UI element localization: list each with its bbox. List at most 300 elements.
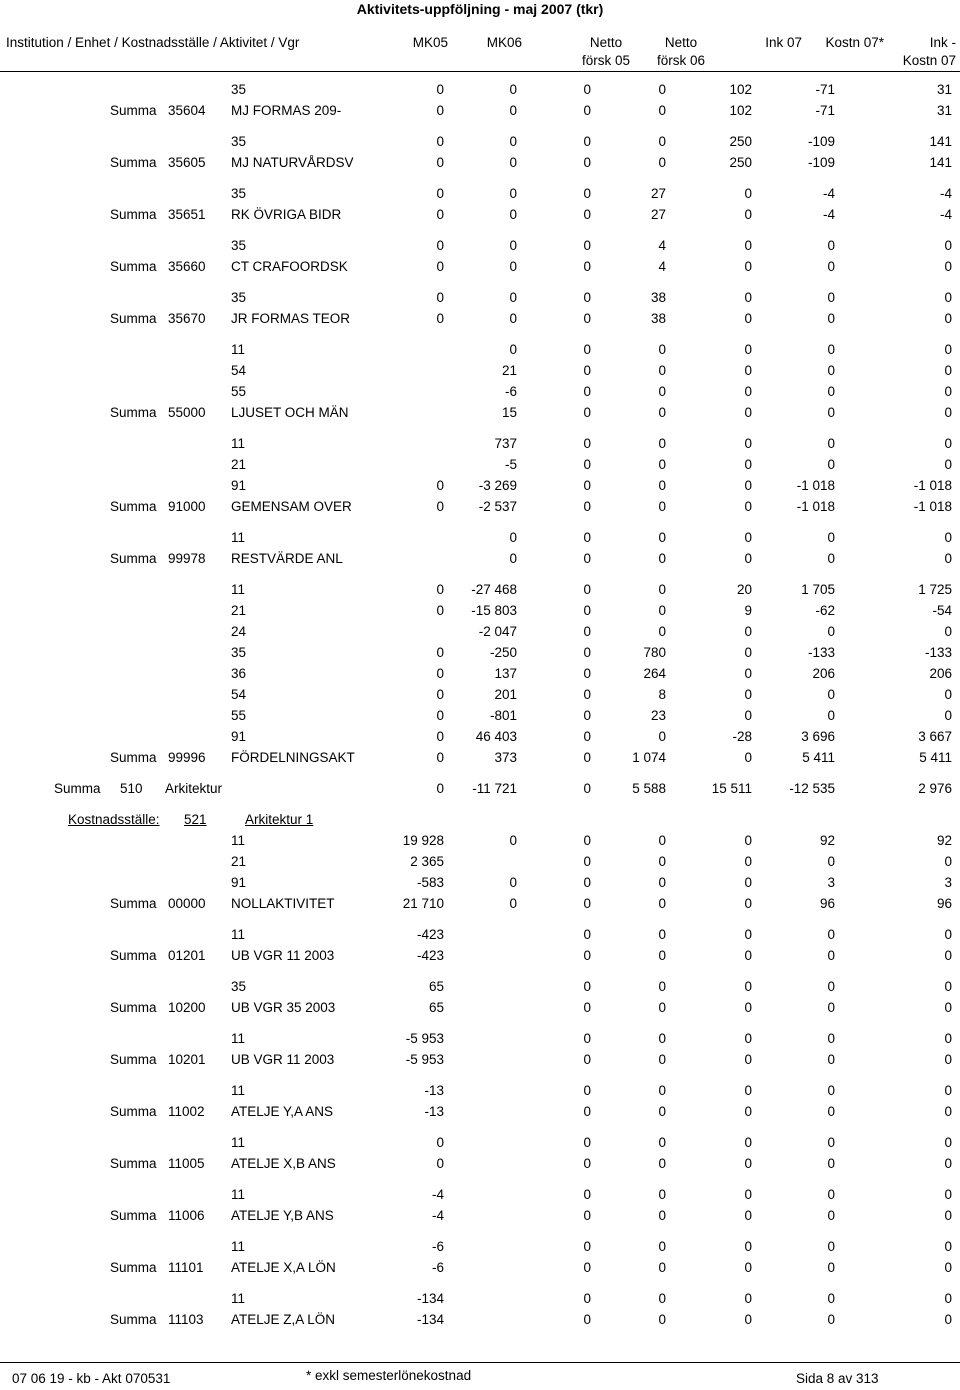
result-value: 0 bbox=[944, 948, 952, 963]
netto06-value: 4 bbox=[658, 259, 666, 274]
kostn07-value: 0 bbox=[827, 624, 835, 639]
kostn07-value: 0 bbox=[827, 927, 835, 942]
ink07-value: 20 bbox=[736, 582, 752, 597]
result-value: 5 411 bbox=[919, 750, 952, 765]
netto05-value: 0 bbox=[583, 551, 591, 566]
netto06-value: 0 bbox=[658, 582, 666, 597]
mk05-value: 0 bbox=[436, 155, 444, 170]
netto06-value: 0 bbox=[658, 927, 666, 942]
sum-label: Summa bbox=[110, 1260, 157, 1275]
vgr-code: 35 bbox=[231, 238, 247, 253]
vgr-row bbox=[0, 853, 960, 871]
mk05-value: 0 bbox=[436, 259, 444, 274]
activity-code: 00000 bbox=[168, 896, 206, 911]
mk06-value: 0 bbox=[509, 342, 517, 357]
result-value: 206 bbox=[929, 666, 952, 681]
vgr-code: 35 bbox=[231, 134, 247, 149]
sum-label: Summa bbox=[110, 405, 157, 420]
netto06-value: 0 bbox=[658, 478, 666, 493]
kostn07-value: -1 018 bbox=[796, 499, 835, 514]
mk05-value: 0 bbox=[436, 478, 444, 493]
activity-sum-row bbox=[0, 1311, 960, 1329]
ink07-value: 0 bbox=[744, 1312, 752, 1327]
result-value: 0 bbox=[944, 405, 952, 420]
activity-code: 35670 bbox=[168, 311, 206, 326]
vgr-row bbox=[0, 185, 960, 203]
cost-center-label: Kostnadsställe: bbox=[68, 812, 160, 827]
vgr-row bbox=[0, 1238, 960, 1256]
netto05-value: 0 bbox=[583, 603, 591, 618]
netto06-value: 0 bbox=[658, 384, 666, 399]
netto05-value: 0 bbox=[583, 1104, 591, 1119]
page-footer bbox=[0, 1362, 960, 1390]
mk06-value: 0 bbox=[509, 82, 517, 97]
activity-sum-row bbox=[0, 1259, 960, 1277]
vgr-code: 21 bbox=[231, 854, 247, 869]
mk05-value: 0 bbox=[436, 238, 444, 253]
total-label: Summa bbox=[54, 781, 101, 796]
kostn07-value: 0 bbox=[827, 259, 835, 274]
result-value: 3 667 bbox=[918, 729, 952, 744]
vgr-code: 21 bbox=[231, 457, 247, 472]
netto06-value: 0 bbox=[658, 1208, 666, 1223]
vgr-code: 55 bbox=[231, 708, 247, 723]
mk05-value: -423 bbox=[416, 948, 444, 963]
sum-label: Summa bbox=[110, 1156, 157, 1171]
netto05-value: 0 bbox=[583, 259, 591, 274]
netto06-value: 0 bbox=[658, 1291, 666, 1306]
netto05-value: 0 bbox=[583, 1135, 591, 1150]
ink07-value: 0 bbox=[744, 624, 752, 639]
netto06-value: 0 bbox=[658, 155, 666, 170]
mk06-value: -5 bbox=[504, 457, 517, 472]
footer-report-id: 07 06 19 - kb - Akt 070531 bbox=[12, 1371, 171, 1386]
netto05-value: 0 bbox=[583, 645, 591, 660]
header-ink-minus-kostn bbox=[903, 34, 956, 70]
netto06-value: 780 bbox=[643, 645, 666, 660]
netto06-value: 4 bbox=[658, 238, 666, 253]
vgr-code: 11 bbox=[231, 436, 246, 451]
kostn07-value: 0 bbox=[827, 1083, 835, 1098]
result-value: 0 bbox=[944, 384, 952, 399]
result-value: 0 bbox=[944, 1260, 952, 1275]
activity-sum-row bbox=[0, 895, 960, 913]
kostn07-value: 0 bbox=[827, 363, 835, 378]
result-value: 0 bbox=[944, 708, 952, 723]
activity-sum-row bbox=[0, 498, 960, 516]
cost-center-name: Arkitektur 1 bbox=[245, 812, 314, 827]
netto06-value: 0 bbox=[658, 875, 666, 890]
netto05-value: 0 bbox=[583, 582, 591, 597]
netto05-value: 0 bbox=[583, 478, 591, 493]
mk06-value: 737 bbox=[494, 436, 517, 451]
netto06-value: 0 bbox=[658, 134, 666, 149]
netto06-value: 0 bbox=[658, 1312, 666, 1327]
netto05-value: 0 bbox=[583, 729, 591, 744]
mk06-value: 0 bbox=[509, 311, 517, 326]
netto05-value: 0 bbox=[583, 687, 591, 702]
netto05-value: 0 bbox=[583, 436, 591, 451]
kostn07-value: -12 535 bbox=[789, 781, 835, 796]
kostn07-value: 0 bbox=[827, 1031, 835, 1046]
activity-name: CT CRAFOORDSK bbox=[231, 259, 348, 274]
ink07-value: 0 bbox=[744, 645, 752, 660]
netto05-value: 0 bbox=[583, 1052, 591, 1067]
activity-code: 35651 bbox=[168, 207, 206, 222]
vgr-row bbox=[0, 623, 960, 641]
result-value: 0 bbox=[944, 259, 952, 274]
mk05-value: 0 bbox=[436, 666, 444, 681]
mk05-value: -134 bbox=[416, 1291, 444, 1306]
activity-name: RESTVÄRDE ANL bbox=[231, 551, 343, 566]
ink07-value: 0 bbox=[744, 551, 752, 566]
vgr-row bbox=[0, 644, 960, 662]
mk06-value: -6 bbox=[504, 384, 517, 399]
result-value: 0 bbox=[944, 1156, 952, 1171]
netto06-value: 0 bbox=[658, 551, 666, 566]
netto06-value: 0 bbox=[658, 979, 666, 994]
activity-name: FÖRDELNINGSAKT bbox=[231, 750, 355, 765]
netto05-value: 0 bbox=[583, 854, 591, 869]
ink07-value: 0 bbox=[744, 1260, 752, 1275]
ink07-value: 0 bbox=[744, 927, 752, 942]
kostn07-value: 0 bbox=[827, 1156, 835, 1171]
mk05-value: 0 bbox=[436, 603, 444, 618]
mk05-value: 0 bbox=[436, 781, 444, 796]
ink07-value: 250 bbox=[729, 134, 752, 149]
netto05-value: 0 bbox=[583, 311, 591, 326]
result-value: 0 bbox=[944, 238, 952, 253]
activity-sum-row bbox=[0, 550, 960, 568]
ink07-value: 0 bbox=[744, 499, 752, 514]
kostn07-value: 0 bbox=[827, 854, 835, 869]
activity-sum-row bbox=[0, 404, 960, 422]
activity-name: LJUSET OCH MÄN bbox=[231, 405, 349, 420]
ink07-value: 0 bbox=[744, 875, 752, 890]
ink07-value: 0 bbox=[744, 1000, 752, 1015]
mk05-value: 0 bbox=[436, 290, 444, 305]
netto06-value: 0 bbox=[658, 405, 666, 420]
vgr-code: 11 bbox=[231, 1239, 246, 1254]
kostn07-value: -71 bbox=[815, 103, 835, 118]
mk06-value: 201 bbox=[494, 687, 517, 702]
netto05-value: 0 bbox=[583, 1208, 591, 1223]
vgr-code: 35 bbox=[231, 645, 247, 660]
result-value: 0 bbox=[944, 1239, 952, 1254]
activity-sum-row bbox=[0, 102, 960, 120]
report-title: Aktivitets-uppföljning - maj 2007 (tkr) bbox=[356, 1, 604, 17]
mk05-value: -5 953 bbox=[405, 1052, 444, 1067]
mk06-value: 21 bbox=[501, 363, 517, 378]
vgr-row bbox=[0, 529, 960, 547]
vgr-row bbox=[0, 1082, 960, 1100]
ink07-value: 0 bbox=[744, 405, 752, 420]
netto05-value: 0 bbox=[583, 1239, 591, 1254]
vgr-code: 35 bbox=[231, 290, 247, 305]
column-header bbox=[0, 31, 960, 72]
sum-label: Summa bbox=[110, 1000, 157, 1015]
netto05-value: 0 bbox=[583, 927, 591, 942]
header-mk06: MK06 bbox=[486, 35, 522, 50]
mk05-value: 65 bbox=[428, 1000, 444, 1015]
kostn07-value: 0 bbox=[827, 708, 835, 723]
activity-name: ATELJE Y,B ANS bbox=[231, 1208, 334, 1223]
activity-code: 11103 bbox=[168, 1312, 204, 1327]
netto05-value: 0 bbox=[583, 1187, 591, 1202]
vgr-code: 35 bbox=[231, 186, 247, 201]
netto06-value: 0 bbox=[658, 1260, 666, 1275]
netto06-value: 0 bbox=[658, 436, 666, 451]
mk06-value: 0 bbox=[509, 551, 517, 566]
result-value: 0 bbox=[944, 1052, 952, 1067]
ink07-value: 0 bbox=[744, 708, 752, 723]
sum-label: Summa bbox=[110, 750, 157, 765]
kostn07-value: 0 bbox=[827, 342, 835, 357]
ink07-value: 0 bbox=[744, 979, 752, 994]
result-value: 0 bbox=[944, 1291, 952, 1306]
ink07-value: 250 bbox=[729, 155, 752, 170]
sum-label: Summa bbox=[110, 1208, 157, 1223]
kostn07-value: 3 bbox=[827, 875, 835, 890]
vgr-code: 11 bbox=[231, 342, 246, 357]
activity-name: ATELJE Y,A ANS bbox=[231, 1104, 334, 1119]
mk05-value: 0 bbox=[436, 582, 444, 597]
activity-code: 10201 bbox=[168, 1052, 206, 1067]
vgr-code: 54 bbox=[231, 687, 247, 702]
sum-label: Summa bbox=[110, 311, 157, 326]
mk05-value: -583 bbox=[416, 875, 444, 890]
vgr-code: 35 bbox=[231, 979, 247, 994]
result-value: 0 bbox=[944, 551, 952, 566]
activity-sum-row bbox=[0, 1207, 960, 1225]
kostn07-value: 0 bbox=[827, 948, 835, 963]
kostn07-value: 0 bbox=[827, 290, 835, 305]
mk06-value: 0 bbox=[509, 875, 517, 890]
netto05-value: 0 bbox=[583, 1156, 591, 1171]
result-value: -4 bbox=[939, 186, 952, 201]
netto05-value: 0 bbox=[583, 666, 591, 681]
netto05-value: 0 bbox=[583, 186, 591, 201]
mk06-value: -2 537 bbox=[478, 499, 517, 514]
vgr-code: 91 bbox=[231, 875, 247, 890]
netto06-value: 0 bbox=[658, 854, 666, 869]
mk05-value: 21 710 bbox=[402, 896, 444, 911]
mk06-value: 0 bbox=[509, 103, 517, 118]
activity-code: 01201 bbox=[168, 948, 206, 963]
activity-name: GEMENSAM OVER bbox=[231, 499, 352, 514]
vgr-row bbox=[0, 602, 960, 620]
kostn07-value: 0 bbox=[827, 405, 835, 420]
ink07-value: 0 bbox=[744, 948, 752, 963]
vgr-row bbox=[0, 874, 960, 892]
netto06-value: 23 bbox=[650, 708, 666, 723]
mk06-value: 0 bbox=[509, 238, 517, 253]
activity-name: RK ÖVRIGA BIDR bbox=[231, 207, 342, 222]
vgr-row bbox=[0, 728, 960, 746]
header-ink-minus-line2: Kostn 07 bbox=[902, 53, 956, 68]
ink07-value: 0 bbox=[744, 750, 752, 765]
activity-code: 11101 bbox=[168, 1260, 204, 1275]
kostn07-value: 206 bbox=[812, 666, 835, 681]
activity-code: 35660 bbox=[168, 259, 206, 274]
result-value: 0 bbox=[944, 854, 952, 869]
kostn07-value: 0 bbox=[827, 457, 835, 472]
kostn07-value: 0 bbox=[827, 979, 835, 994]
ink07-value: 0 bbox=[744, 666, 752, 681]
institution-name: Arkitektur bbox=[165, 781, 223, 796]
ink07-value: 0 bbox=[744, 457, 752, 472]
vgr-code: 11 bbox=[231, 1187, 246, 1202]
vgr-row bbox=[0, 237, 960, 255]
vgr-row bbox=[0, 1186, 960, 1204]
vgr-row bbox=[0, 362, 960, 380]
vgr-code: 91 bbox=[231, 478, 247, 493]
kostn07-value: -133 bbox=[807, 645, 835, 660]
activity-name: ATELJE X,A LÖN bbox=[231, 1260, 336, 1275]
result-value: 0 bbox=[944, 1104, 952, 1119]
activity-name: MJ FORMAS 209- bbox=[231, 103, 342, 118]
mk05-value: -4 bbox=[431, 1187, 444, 1202]
netto06-value: 0 bbox=[658, 729, 666, 744]
ink07-value: 102 bbox=[729, 82, 752, 97]
vgr-code: 54 bbox=[231, 363, 247, 378]
mk05-value: -423 bbox=[416, 927, 444, 942]
mk06-value: 0 bbox=[509, 186, 517, 201]
ink07-value: 0 bbox=[744, 530, 752, 545]
activity-code: 91000 bbox=[168, 499, 206, 514]
activity-name: MJ NATURVÅRDSV bbox=[231, 155, 354, 170]
result-value: 31 bbox=[936, 103, 952, 118]
netto05-value: 0 bbox=[583, 948, 591, 963]
activity-sum-row bbox=[0, 999, 960, 1017]
mk05-value: 65 bbox=[428, 979, 444, 994]
mk06-value: 0 bbox=[509, 896, 517, 911]
activity-sum-row bbox=[0, 947, 960, 965]
ink07-value: 0 bbox=[744, 1291, 752, 1306]
kostn07-value: 0 bbox=[827, 530, 835, 545]
kostn07-value: -62 bbox=[815, 603, 835, 618]
netto06-value: 0 bbox=[658, 530, 666, 545]
ink07-value: 0 bbox=[744, 896, 752, 911]
header-path: Institution / Enhet / Kostnadsställe / Aktivitet / Vgr bbox=[6, 35, 300, 50]
result-value: 0 bbox=[944, 1187, 952, 1202]
ink07-value: 15 511 bbox=[711, 781, 752, 796]
netto06-value: 0 bbox=[658, 1187, 666, 1202]
cost-center-heading bbox=[0, 811, 960, 829]
result-value: 0 bbox=[944, 457, 952, 472]
ink07-value: 0 bbox=[744, 342, 752, 357]
result-value: 141 bbox=[929, 134, 952, 149]
ink07-value: 0 bbox=[744, 1187, 752, 1202]
netto06-value: 0 bbox=[658, 457, 666, 472]
netto06-value: 0 bbox=[658, 948, 666, 963]
netto05-value: 0 bbox=[583, 624, 591, 639]
vgr-row bbox=[0, 686, 960, 704]
mk05-value: 0 bbox=[436, 1156, 444, 1171]
mk06-value: 46 403 bbox=[475, 729, 517, 744]
mk06-value: 373 bbox=[494, 750, 517, 765]
result-value: -1 018 bbox=[913, 478, 952, 493]
netto05-value: 0 bbox=[583, 457, 591, 472]
netto06-value: 0 bbox=[658, 363, 666, 378]
vgr-code: 11 bbox=[231, 1135, 246, 1150]
header-netto05-line1: Netto bbox=[589, 35, 623, 50]
vgr-code: 11 bbox=[231, 833, 246, 848]
kostn07-value: 0 bbox=[827, 1000, 835, 1015]
ink07-value: 0 bbox=[744, 687, 752, 702]
activity-code: 55000 bbox=[168, 405, 206, 420]
mk05-value: 0 bbox=[436, 103, 444, 118]
netto05-value: 0 bbox=[583, 499, 591, 514]
kostn07-value: 0 bbox=[827, 1052, 835, 1067]
mk06-value: -27 468 bbox=[471, 582, 517, 597]
result-value: 31 bbox=[936, 82, 952, 97]
result-value: 96 bbox=[936, 896, 952, 911]
activity-code: 10200 bbox=[168, 1000, 206, 1015]
ink07-value: 0 bbox=[744, 311, 752, 326]
kostn07-value: 3 696 bbox=[801, 729, 835, 744]
netto05-value: 0 bbox=[583, 155, 591, 170]
netto05-value: 0 bbox=[583, 708, 591, 723]
kostn07-value: -4 bbox=[822, 207, 835, 222]
result-value: 0 bbox=[944, 927, 952, 942]
activity-sum-row bbox=[0, 749, 960, 767]
ink07-value: 0 bbox=[744, 833, 752, 848]
ink07-value: 0 bbox=[744, 363, 752, 378]
netto06-value: 27 bbox=[650, 207, 666, 222]
vgr-code: 55 bbox=[231, 384, 247, 399]
activity-name: UB VGR 11 2003 bbox=[231, 948, 335, 963]
mk05-value: 0 bbox=[436, 687, 444, 702]
netto06-value: 0 bbox=[658, 103, 666, 118]
vgr-row bbox=[0, 435, 960, 453]
activity-sum-row bbox=[0, 258, 960, 276]
activity-name: UB VGR 11 2003 bbox=[231, 1052, 335, 1067]
header-mk05: MK05 bbox=[412, 35, 448, 50]
result-value: -1 018 bbox=[913, 499, 952, 514]
kostn07-value: 96 bbox=[819, 896, 835, 911]
activity-name: ATELJE X,B ANS bbox=[231, 1156, 336, 1171]
activity-sum-row bbox=[0, 310, 960, 328]
kostn07-value: 0 bbox=[827, 687, 835, 702]
vgr-code: 11 bbox=[231, 927, 246, 942]
kostn07-value: 0 bbox=[827, 1239, 835, 1254]
result-value: 0 bbox=[944, 624, 952, 639]
netto06-value: 0 bbox=[658, 1083, 666, 1098]
vgr-code: 24 bbox=[231, 624, 247, 639]
netto05-value: 0 bbox=[583, 833, 591, 848]
netto06-value: 38 bbox=[650, 290, 666, 305]
ink07-value: 0 bbox=[744, 259, 752, 274]
activity-code: 11002 bbox=[168, 1104, 205, 1119]
vgr-row bbox=[0, 133, 960, 151]
activity-name: UB VGR 35 2003 bbox=[231, 1000, 336, 1015]
mk05-value: 19 928 bbox=[402, 833, 444, 848]
netto06-value: 0 bbox=[658, 499, 666, 514]
ink07-value: 102 bbox=[729, 103, 752, 118]
activity-sum-row bbox=[0, 154, 960, 172]
kostn07-value: -109 bbox=[807, 134, 835, 149]
mk05-value: 0 bbox=[436, 186, 444, 201]
netto06-value: 0 bbox=[658, 833, 666, 848]
result-value: 0 bbox=[944, 290, 952, 305]
vgr-code: 11 bbox=[231, 582, 246, 597]
activity-code: 35604 bbox=[168, 103, 206, 118]
mk05-value: -4 bbox=[431, 1208, 444, 1223]
ink07-value: 0 bbox=[744, 384, 752, 399]
mk06-value: -2 047 bbox=[478, 624, 517, 639]
netto06-value: 27 bbox=[650, 186, 666, 201]
